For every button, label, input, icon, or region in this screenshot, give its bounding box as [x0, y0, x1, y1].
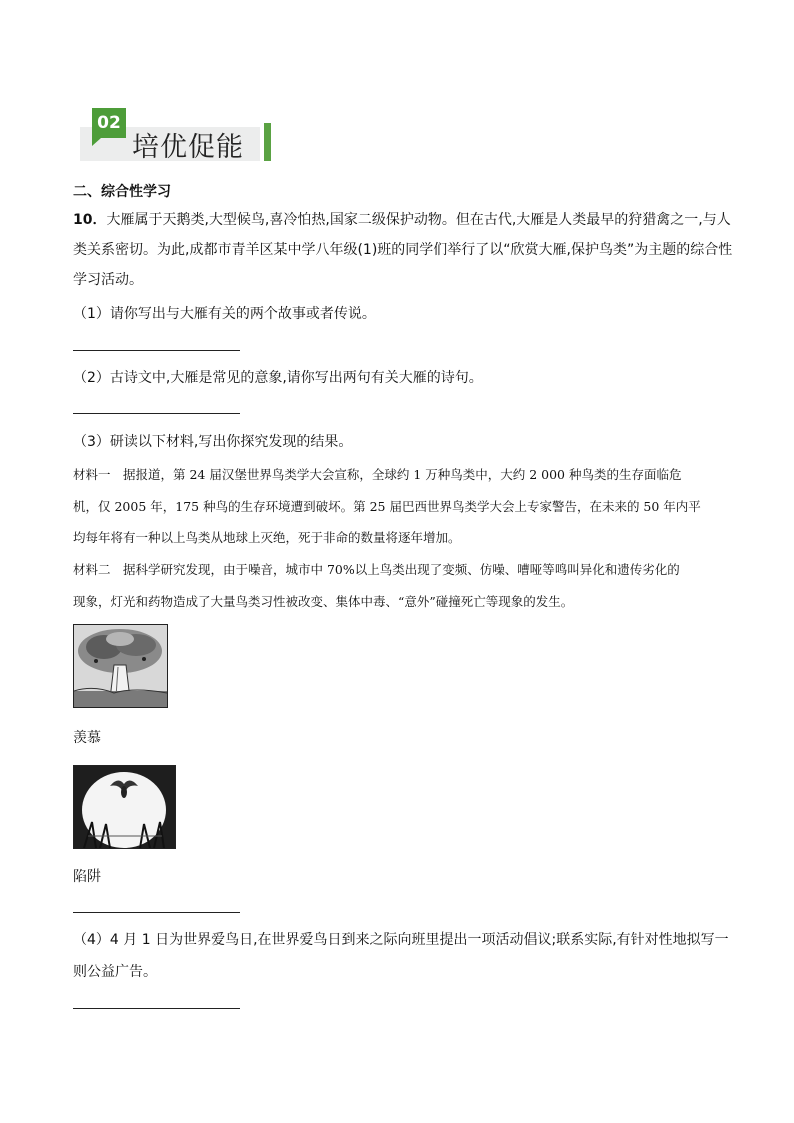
sub-question-4-line1: （4）4 月 1 日为世界爱鸟日,在世界爱鸟日到来之际向班里提出一项活动倡议;联系实际,有针对性地拟写一 — [73, 932, 729, 948]
badge-number-tail — [92, 138, 101, 146]
answer-line-1[interactable] — [73, 350, 240, 351]
answer-line-3[interactable] — [73, 912, 240, 913]
question-intro-line3: 学习活动。 — [73, 272, 143, 288]
material1-line3: 均每年将有一种以上鸟类从地球上灭绝，死于非命的数量将逐年增加。 — [73, 530, 461, 545]
material1-line1: 材料一 据报道，第 24 届汉堡世界鸟类学大会宣称，全球约 1 万种鸟类中，大约 2 000 种鸟类的生存面临危 — [73, 467, 682, 482]
answer-line-4[interactable] — [73, 1008, 240, 1009]
question-intro-line2: 类关系密切。为此,成都市青羊区某中学八年级(1)班的同学们举行了以“欣赏大雁,保护鸟类”为主题的综合性 — [73, 242, 733, 258]
image2-caption: 陷阱 — [73, 869, 101, 885]
material1-line2: 机，仅 2005 年，175 种鸟的生存环境遭到破坏。第 25 届巴西世界鸟类学大会上专家警告，在未来的 50 年内平 — [73, 499, 701, 514]
sub-question-3: （3）研读以下材料,写出你探究发现的结果。 — [73, 434, 353, 450]
image1-caption: 羡慕 — [73, 730, 101, 746]
question-intro-line1: 10．大雁属于天鹅类,大型候鸟,喜冷怕热,国家二级保护动物。但在古代,大雁是人类最早的狩猎禽之一,与人 — [73, 212, 731, 228]
material2-line1: 材料二 据科学研究发现，由于噪音，城市中 70%以上鸟类出现了变频、仿噪、嘈哑等鸣叫异化和遗传劣化的 — [73, 562, 680, 577]
material2-line2: 现象，灯光和药物造成了大量鸟类习性被改变、集体中毒、“意外”碰撞死亡等现象的发生。 — [73, 594, 574, 609]
cartoon-trap-image — [73, 765, 176, 849]
badge-number: 02 — [92, 108, 126, 138]
question-number: 10． — [73, 212, 107, 228]
cartoon-tree-image — [73, 624, 168, 708]
badge-stripe — [264, 123, 271, 161]
answer-line-2[interactable] — [73, 413, 240, 414]
sub-question-4-line2: 则公益广告。 — [73, 964, 157, 980]
section-badge — [80, 105, 274, 163]
section-heading: 二、综合性学习 — [73, 184, 171, 200]
sub-question-2: （2）古诗文中,大雁是常见的意象,请你写出两句有关大雁的诗句。 — [73, 370, 483, 386]
sub-question-1: （1）请你写出与大雁有关的两个故事或者传说。 — [73, 306, 376, 322]
badge-title: 培优促能 — [132, 132, 244, 163]
